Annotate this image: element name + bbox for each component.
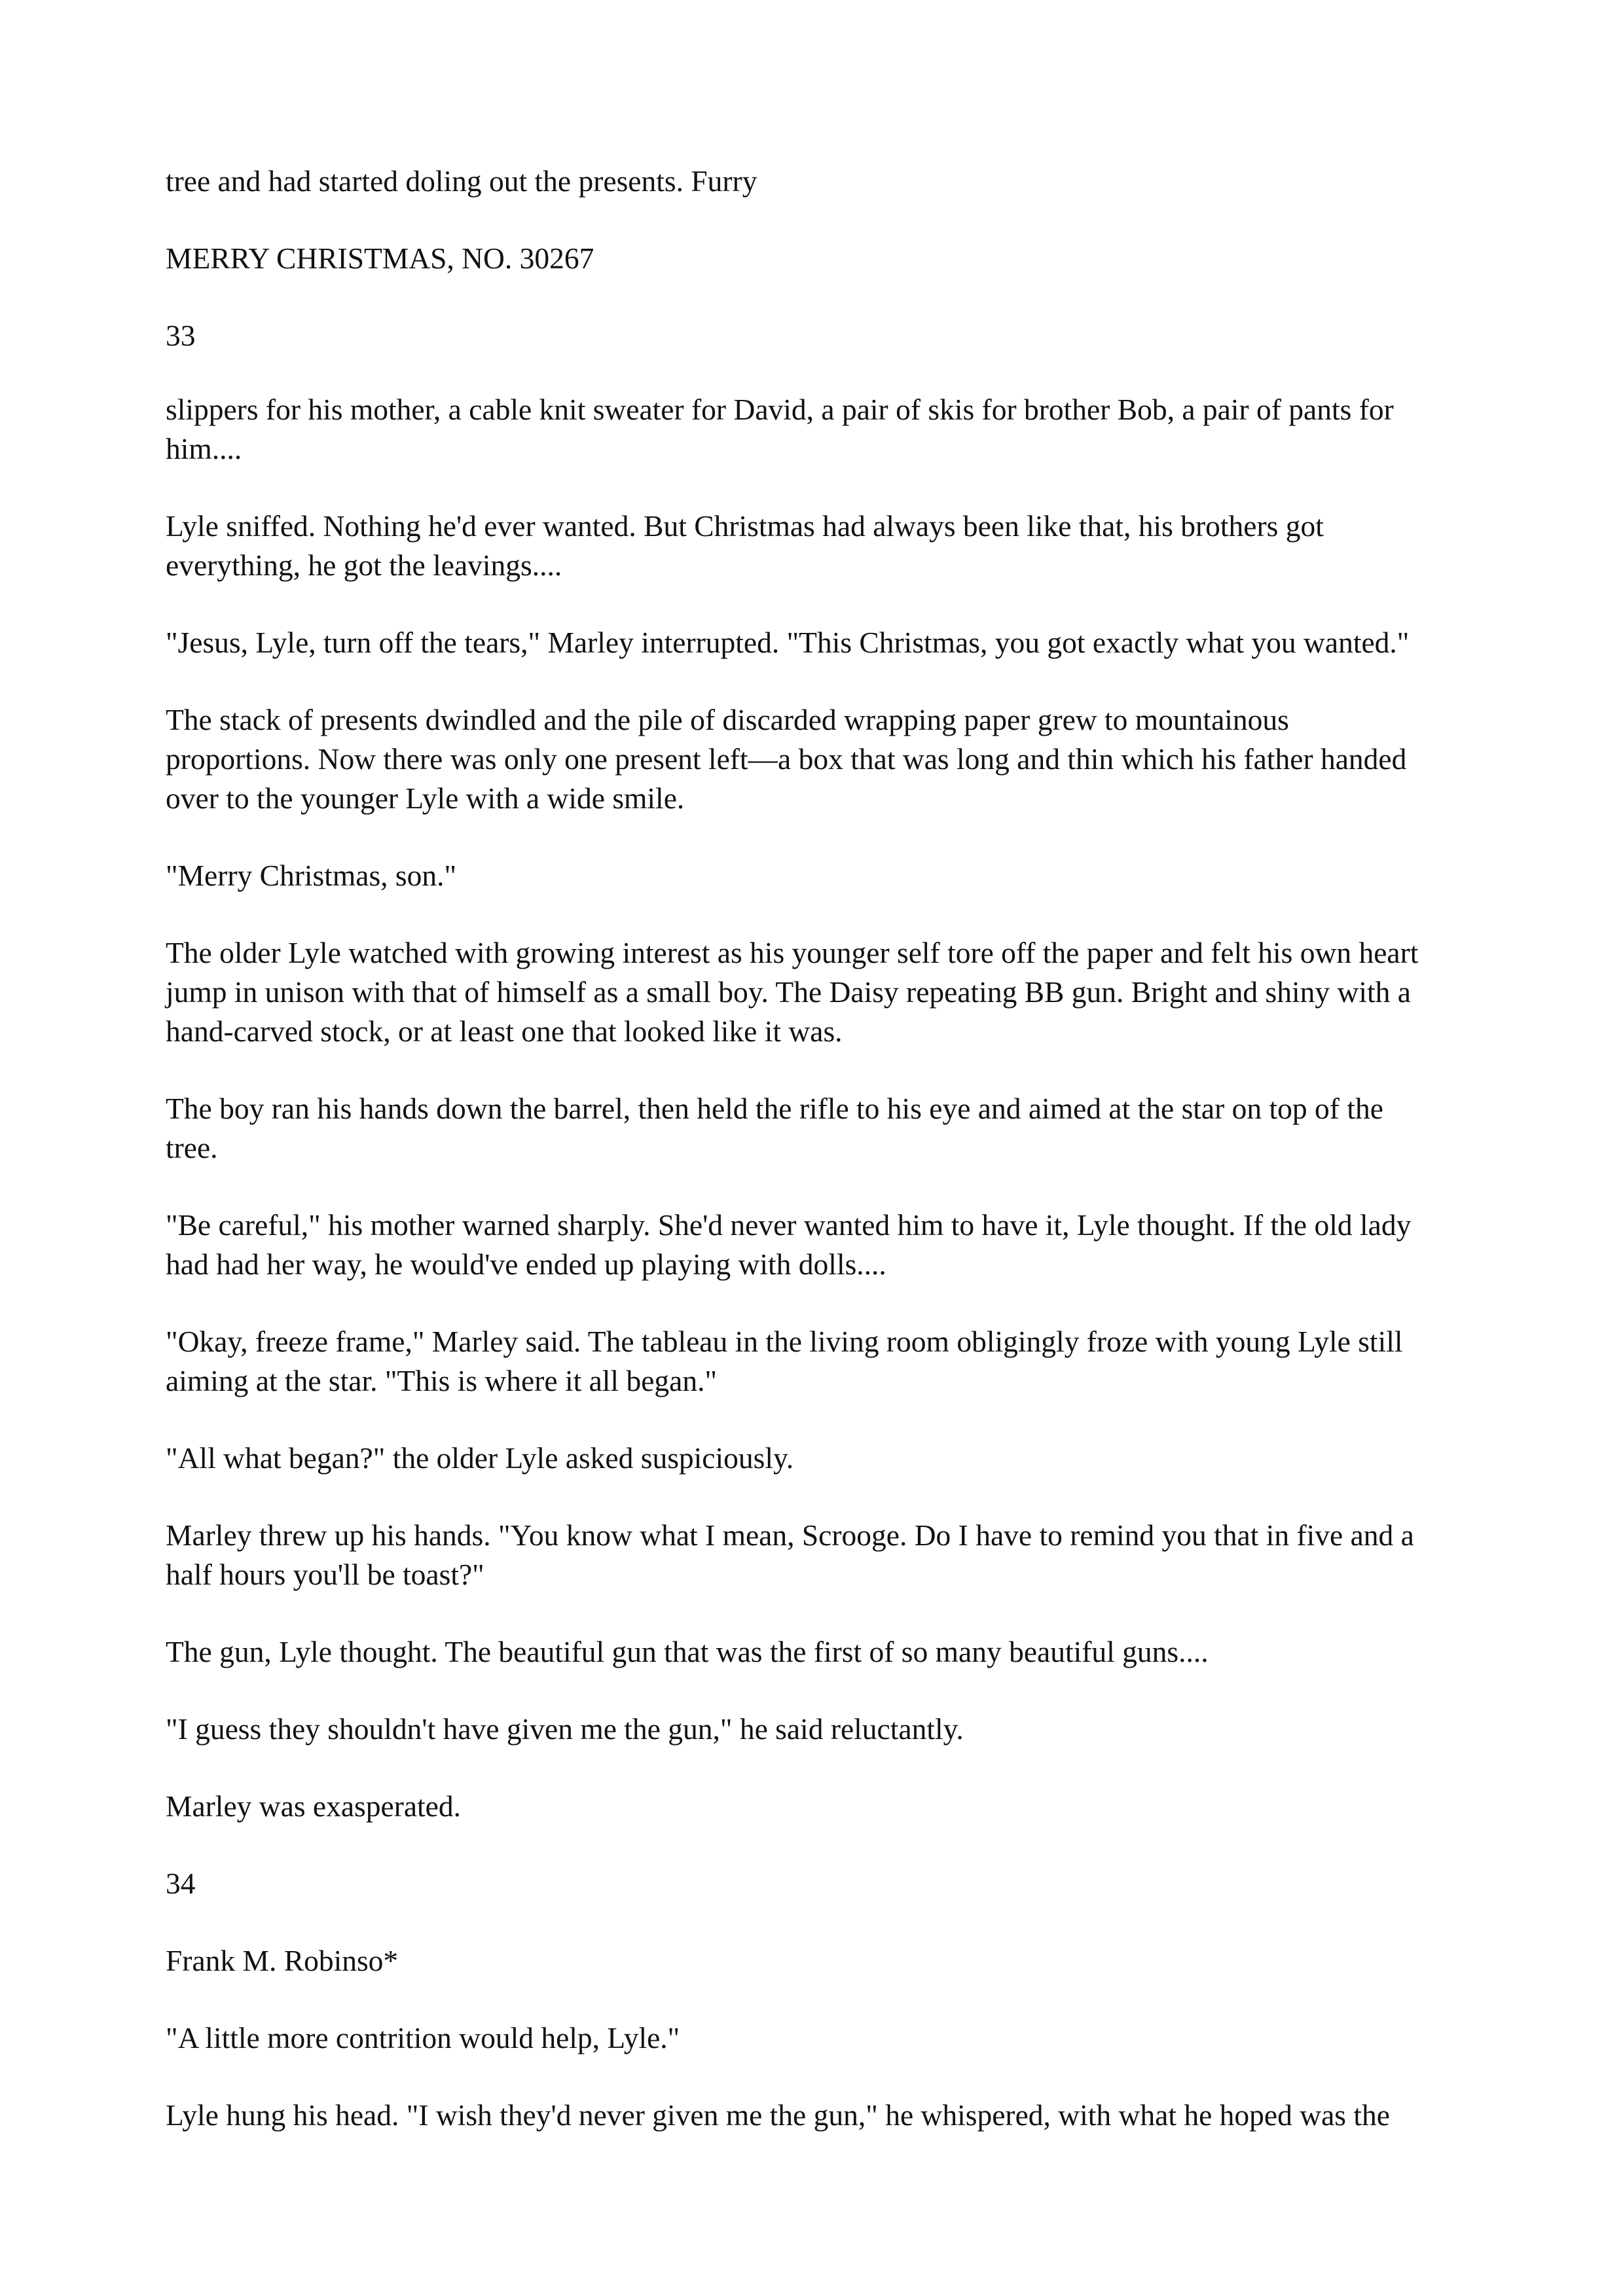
text-line: slippers for his mother, a cable knit sweater for David, a pair of skis for brother Bob, a pair of pants for <box>166 393 1394 426</box>
text-line: "A little more contrition would help, Lyle." <box>166 2021 680 2054</box>
text-line: hand-carved stock, or at least one that looked like it was. <box>166 1014 843 1048</box>
text-line: half hours you'll be toast?" <box>166 1558 484 1591</box>
page-number: 33 <box>166 319 196 352</box>
text-line: Marley threw up his hands. "You know what I mean, Scrooge. Do I have to remind you that in five and a <box>166 1518 1414 1552</box>
text-line: "All what began?" the older Lyle asked suspiciously. <box>166 1441 794 1475</box>
text-line: The boy ran his hands down the barrel, then held the rifle to his eye and aimed at the star on top of the <box>166 1092 1383 1125</box>
text-line: jump in unison with that of himself as a small boy. The Daisy repeating BB gun. Bright and shiny with a <box>166 975 1411 1009</box>
text-line: "Be careful," his mother warned sharply. She'd never wanted him to have it, Lyle thought. If the old lady <box>166 1208 1412 1242</box>
text-line: Lyle hung his head. "I wish they'd never given me the gun," he whispered, with what he hoped was the <box>166 2098 1390 2132</box>
text-line: Marley was exasperated. <box>166 1789 462 1823</box>
text-line: everything, he got the leavings.... <box>166 548 562 582</box>
text-line: The gun, Lyle thought. The beautiful gun that was the first of so many beautiful guns.... <box>166 1635 1209 1668</box>
text-line: tree. <box>166 1131 218 1164</box>
text-line: "Jesus, Lyle, turn off the tears," Marley interrupted. "This Christmas, you got exactly what you wanted." <box>166 626 1410 659</box>
text-line: over to the younger Lyle with a wide smile. <box>166 781 685 815</box>
running-header: MERRY CHRISTMAS, NO. 30267 <box>166 242 594 275</box>
text-line: Lyle sniffed. Nothing he'd ever wanted. But Christmas had always been like that, his brothers got <box>166 509 1324 543</box>
text-line: tree and had started doling out the presents. Furry <box>166 164 757 198</box>
text-line: The stack of presents dwindled and the pile of discarded wrapping paper grew to mountainous <box>166 703 1289 736</box>
text-line: "I guess they shouldn't have given me the gun," he said reluctantly. <box>166 1712 964 1746</box>
text-line: had had her way, he would've ended up playing with dolls.... <box>166 1247 886 1281</box>
running-header: Frank M. Robinso* <box>166 1944 399 1977</box>
text-line: him.... <box>166 432 242 465</box>
page-number: 34 <box>166 1867 196 1900</box>
text-line: proportions. Now there was only one present left—a box that was long and thin which his father handed <box>166 742 1407 776</box>
text-line: "Merry Christmas, son." <box>166 859 457 892</box>
text-line: aiming at the star. "This is where it all began." <box>166 1364 718 1397</box>
text-line: The older Lyle watched with growing interest as his younger self tore off the paper and felt his own heart <box>166 936 1419 969</box>
text-line: "Okay, freeze frame," Marley said. The tableau in the living room obligingly froze with young Lyle still <box>166 1325 1403 1358</box>
